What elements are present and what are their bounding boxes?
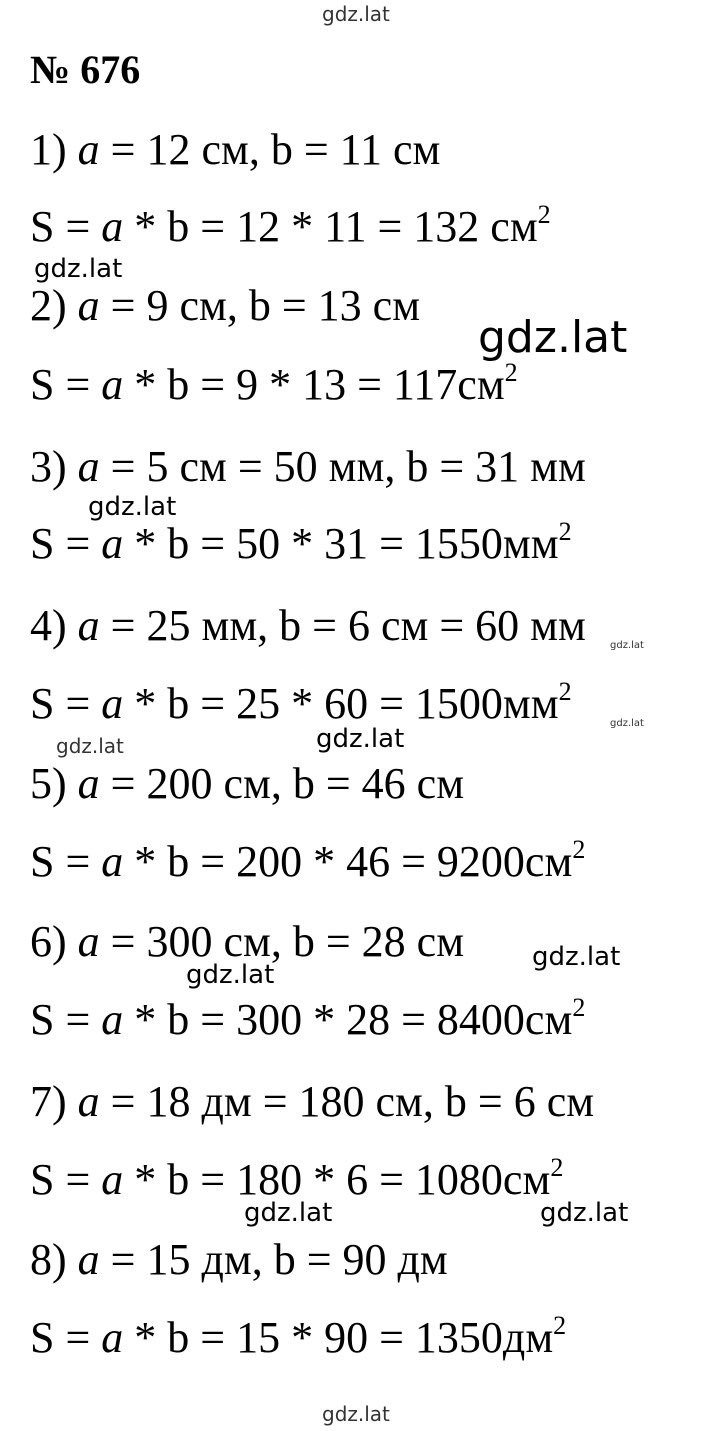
case-3-condition: 3) a = 5 см = 50 мм, b = 31 мм [30, 442, 586, 491]
case-1-condition: 1) a = 12 см, b = 11 см [30, 125, 441, 174]
watermark: gdz.lat [610, 640, 644, 651]
case-4-condition: 4) a = 25 мм, b = 6 см = 60 мм [30, 601, 586, 650]
problem-title: № 676 [30, 47, 141, 92]
watermark: gdz.lat [56, 734, 124, 758]
watermark: gdz.lat [610, 718, 644, 729]
watermark: gdz.lat [244, 1198, 333, 1228]
case-6-condition: 6) a = 300 см, b = 28 см [30, 917, 465, 966]
case-7-condition: 7) a = 18 дм = 180 см, b = 6 см [30, 1077, 595, 1126]
case-5-area: $S = a * b = 200 * 46 = 9200см^2$ [30, 835, 586, 886]
case-5-condition: 5) a = 200 см, b = 46 см [30, 759, 465, 808]
case-3-area: $S = a * b = 50 * 31 = 1550мм^2$ [30, 517, 572, 568]
case-6-area: $S = a * b = 300 * 28 = 8400см^2$ [30, 993, 586, 1044]
case-2-area: $S = a * b = 9 * 13 = 117см^2$ [30, 358, 518, 409]
watermark-top: gdz.lat [322, 2, 390, 26]
case-8-area: $S = a * b = 15 * 90 = 1350дм^2$ [30, 1311, 567, 1362]
watermark: gdz.lat [540, 1198, 629, 1228]
case-1-area: S = a * b = 12 * 11 = 132 $см^2$ [30, 200, 551, 251]
watermark: gdz.lat [532, 942, 621, 972]
case-8-condition: 8) a = 15 дм, b = 90 дм [30, 1235, 448, 1284]
watermark: gdz.lat [316, 724, 405, 754]
case-2-condition: 2) a = 9 см, b = 13 см [30, 281, 421, 330]
case-7-area: $S = a * b = 180 * 6 = 1080см^2$ [30, 1153, 564, 1204]
watermark: gdz.lat [88, 492, 177, 522]
case-4-area: $S = a * b = 25 * 60 = 1500мм^2$ [30, 677, 572, 728]
watermark: gdz.lat [34, 254, 123, 284]
watermark: gdz.lat [478, 312, 628, 363]
watermark-bottom: gdz.lat [322, 1402, 390, 1426]
watermark: gdz.lat [186, 960, 275, 990]
